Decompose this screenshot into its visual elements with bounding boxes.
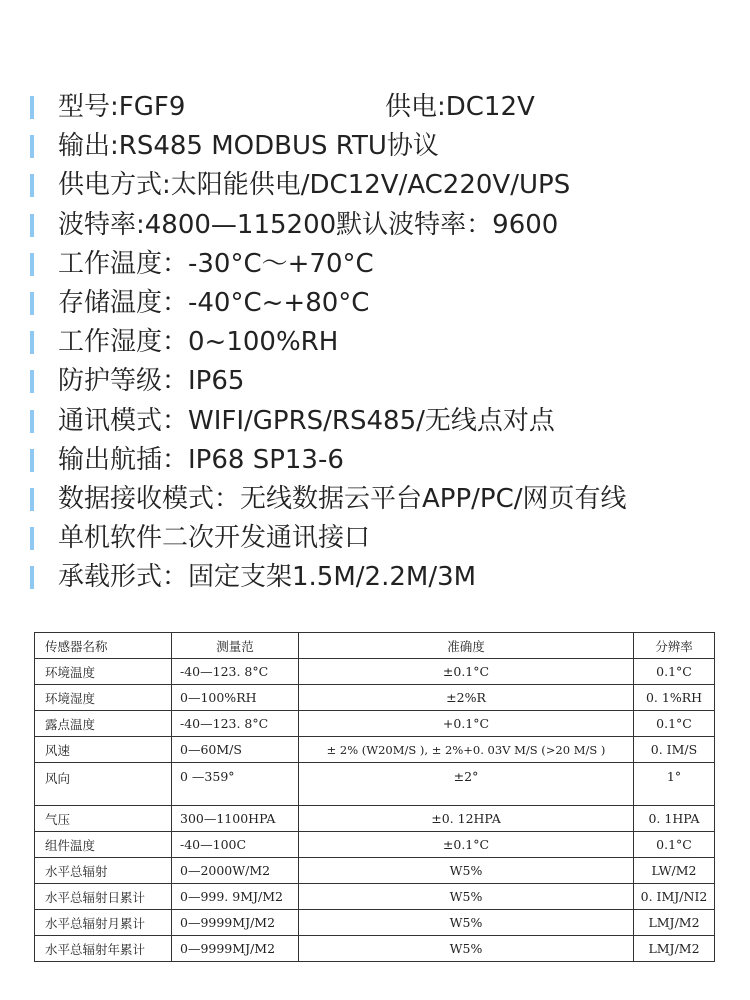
cell-sensor-name: 环境温度 (35, 659, 172, 685)
cell-accuracy: W5% (299, 910, 634, 936)
header-range: 测量范 (172, 633, 299, 659)
accent-bar (30, 253, 34, 276)
table-row (35, 806, 715, 832)
cell-resolution: 0.1°C (634, 832, 715, 858)
spec-text: 波特率:4800—115200默认波特率：9600 (58, 209, 559, 240)
cell-accuracy: W5% (299, 858, 634, 884)
spec-text: 型号:FGF9 (58, 92, 186, 122)
header-resolution: 分辨率 (634, 633, 715, 659)
spec-item (30, 284, 745, 323)
cell-accuracy: ±0. 12HPA (299, 806, 634, 832)
cell-sensor-name: 环境湿度 (35, 685, 172, 711)
cell-resolution: LW/M2 (634, 858, 715, 884)
spec-item (30, 127, 745, 166)
cell-accuracy: W5% (299, 936, 634, 962)
cell-range: -40—100C (172, 832, 299, 858)
accent-bar (30, 135, 34, 158)
cell-accuracy: W5% (299, 884, 634, 910)
header-accuracy: 准确度 (299, 633, 634, 659)
cell-range: 0—60M/S (172, 737, 299, 763)
accent-bar (30, 96, 34, 119)
accent-bar (30, 370, 34, 393)
cell-sensor-name: 气压 (35, 806, 172, 832)
table-row (35, 685, 715, 711)
cell-resolution: LMJ/M2 (634, 936, 715, 962)
cell-range: 0—9999MJ/M2 (172, 910, 299, 936)
cell-range: 0—100%RH (172, 685, 299, 711)
cell-resolution: 1° (634, 763, 715, 806)
cell-accuracy: ±0.1°C (299, 832, 634, 858)
spec-text: 输出:RS485 MODBUS RTU协议 (58, 131, 439, 162)
cell-resolution: 0. IM/S (634, 737, 715, 763)
cell-sensor-name: 组件温度 (35, 832, 172, 858)
cell-range: -40—123. 8°C (172, 659, 299, 685)
accent-bar (30, 331, 34, 354)
cell-resolution: 0. 1%RH (634, 685, 715, 711)
table-row (35, 659, 715, 685)
cell-range: -40—123. 8°C (172, 711, 299, 737)
cell-resolution: 0. 1HPA (634, 806, 715, 832)
table-row (35, 936, 715, 962)
header-sensor-name: 传感器名称 (35, 633, 172, 659)
spec-text: 单机软件二次开发通讯接口 (58, 523, 371, 554)
spec-item (30, 206, 745, 245)
spec-item (30, 402, 745, 441)
cell-resolution: LMJ/M2 (634, 910, 715, 936)
spec-text: 存储温度：-40°C~+80°C (58, 287, 370, 318)
spec-item (30, 323, 745, 362)
spec-text-right: 供电:DC12V (385, 92, 535, 122)
spec-list (30, 88, 745, 597)
table-header-row (35, 633, 715, 659)
accent-bar (30, 566, 34, 589)
cell-accuracy: ±2° (299, 763, 634, 806)
spec-item (30, 519, 745, 558)
cell-accuracy: ± 2% (W20M/S ), ± 2%+0. 03V M/S (>20 M/S ) (299, 737, 634, 763)
sensor-table (34, 632, 715, 962)
table-row (35, 763, 715, 806)
spec-text: 工作湿度：0~100%RH (58, 327, 339, 358)
spec-item (30, 245, 745, 284)
cell-accuracy: ±2%R (299, 685, 634, 711)
accent-bar (30, 174, 34, 197)
cell-sensor-name: 水平总辐射月累计 (35, 910, 172, 936)
table-row (35, 711, 715, 737)
cell-resolution: 0. IMJ/NI2 (634, 884, 715, 910)
accent-bar (30, 292, 34, 315)
table-row (35, 737, 715, 763)
table-row (35, 832, 715, 858)
accent-bar (30, 410, 34, 433)
spec-text: 承载形式：固定支架1.5M/2.2M/3M (58, 562, 477, 593)
spec-text: 输出航插：IP68 SP13-6 (58, 444, 344, 475)
spec-item (30, 166, 745, 205)
spec-item (30, 558, 745, 597)
accent-bar (30, 488, 34, 511)
cell-accuracy: ±0.1°C (299, 659, 634, 685)
spec-item (30, 480, 745, 519)
cell-range: 0—9999MJ/M2 (172, 936, 299, 962)
cell-resolution: 0.1°C (634, 659, 715, 685)
accent-bar (30, 449, 34, 472)
cell-sensor-name: 风速 (35, 737, 172, 763)
sensor-table-container (34, 632, 715, 962)
table-row (35, 884, 715, 910)
table-row (35, 858, 715, 884)
cell-accuracy: +0.1°C (299, 711, 634, 737)
cell-sensor-name: 水平总辐射年累计 (35, 936, 172, 962)
accent-bar (30, 214, 34, 237)
spec-item (30, 441, 745, 480)
cell-sensor-name: 水平总辐射日累计 (35, 884, 172, 910)
spec-text: 供电方式:太阳能供电/DC12V/AC220V/UPS (58, 170, 571, 201)
spec-item (30, 88, 745, 127)
cell-range: 0—2000W/M2 (172, 858, 299, 884)
spec-text: 数据接收模式：无线数据云平台APP/PC/网页有线 (58, 483, 627, 514)
spec-text: 防护等级：IP65 (58, 366, 245, 397)
spec-text: 通讯模式：WIFI/GPRS/RS485/无线点对点 (58, 405, 555, 436)
cell-range: 0 —359° (172, 763, 299, 806)
cell-sensor-name: 风向 (35, 763, 172, 806)
cell-range: 0—999. 9MJ/M2 (172, 884, 299, 910)
spec-item (30, 362, 745, 401)
cell-sensor-name: 水平总辐射 (35, 858, 172, 884)
cell-sensor-name: 露点温度 (35, 711, 172, 737)
cell-resolution: 0.1°C (634, 711, 715, 737)
cell-range: 300—1100HPA (172, 806, 299, 832)
accent-bar (30, 527, 34, 550)
spec-text: 工作温度：-30°C～+70°C (58, 248, 374, 279)
table-row (35, 910, 715, 936)
